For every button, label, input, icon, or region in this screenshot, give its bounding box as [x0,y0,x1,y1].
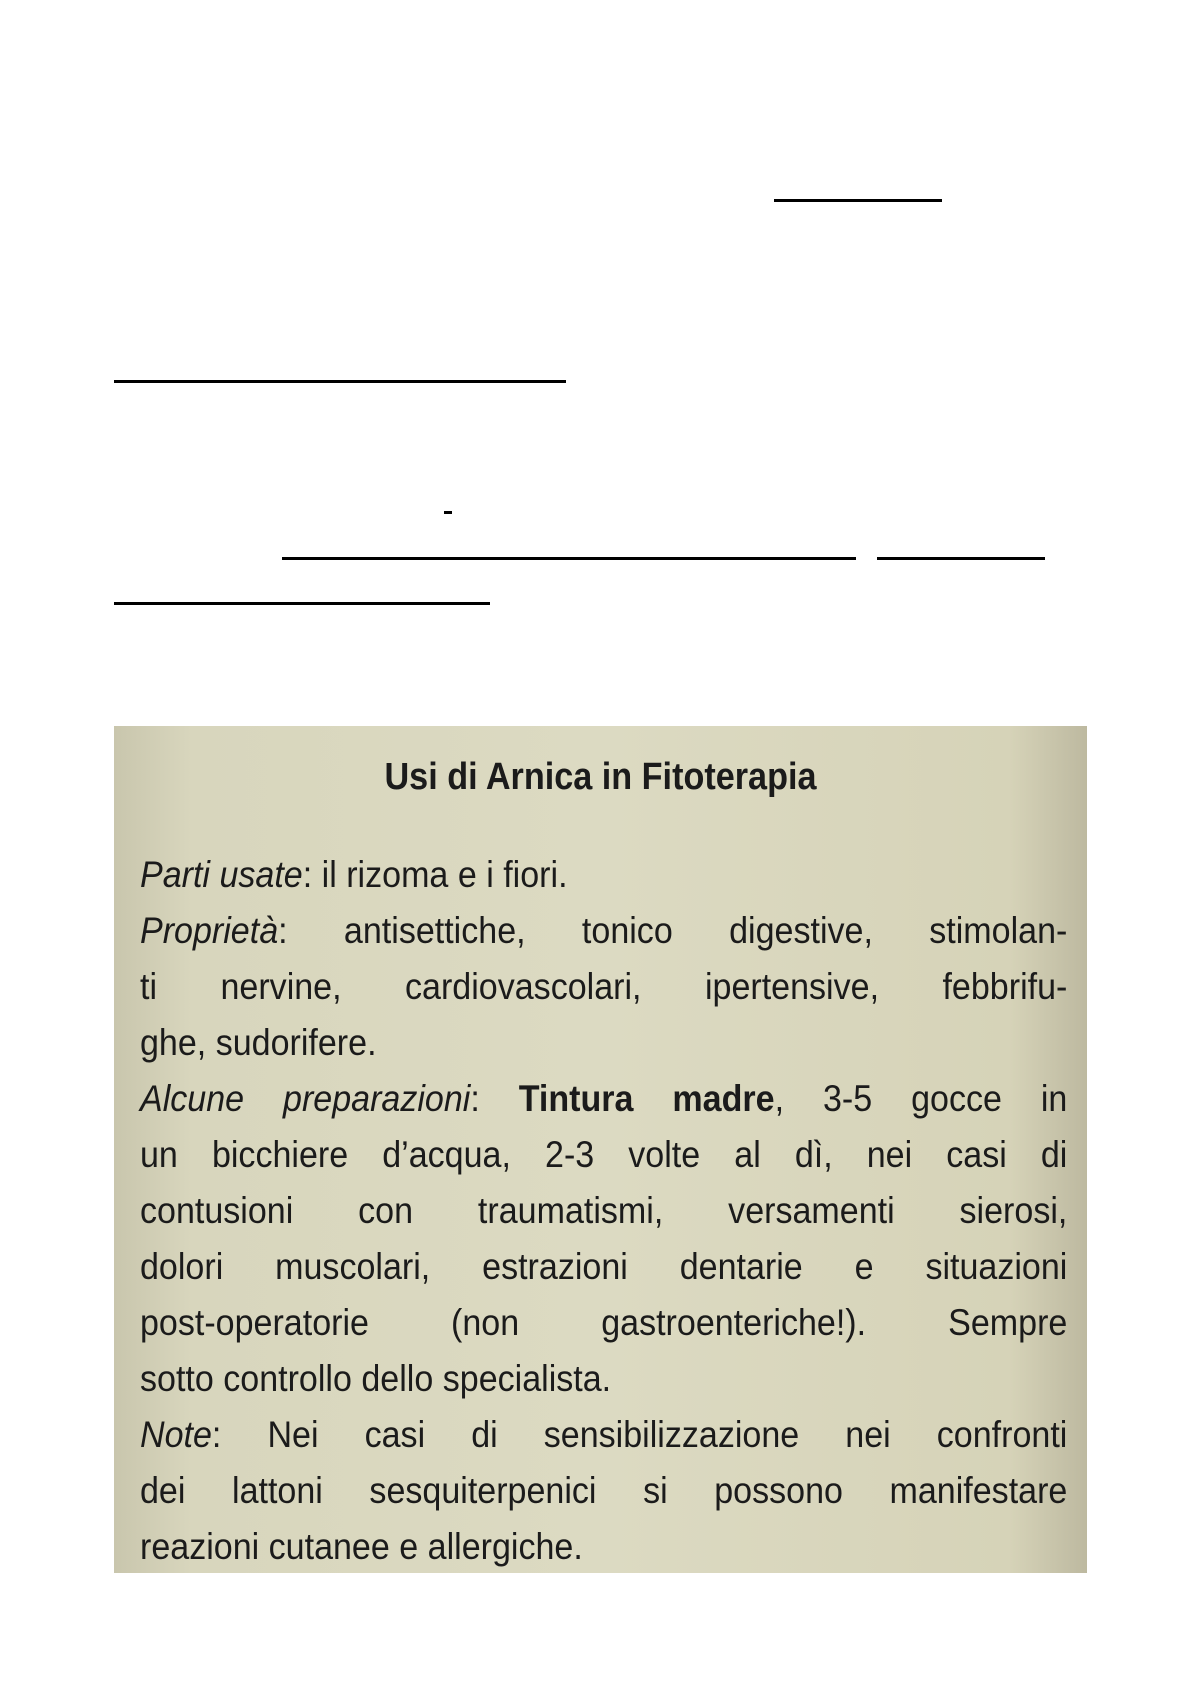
blank-underline-5 [114,602,490,605]
note-line: Note: Nei casi di sensibilizzazione nei confronti [140,1414,1068,1455]
preparazioni-line: un bicchiere d’acqua, 2-3 volte al dì, nei casi di [140,1134,1068,1175]
preparazioni-line: contusioni con traumatismi, versamenti sierosi, [140,1190,1068,1231]
excerpt-title: Usi di Arnica in Fitoterapia [384,756,817,798]
proprieta-line: ghe, sudorifere. [140,1022,377,1063]
note-line: dei lattoni sesquiterpenici si possono manifestare [140,1470,1068,1511]
blank-underline-4 [877,557,1045,560]
parti-usate-line: Parti usate: il rizoma e i fiori. [140,854,568,895]
blank-underline-3 [282,557,856,560]
preparazioni-line: dolori muscolari, estrazioni dentarie e situazioni [140,1246,1068,1287]
proprieta-line: Proprietà: antisettiche, tonico digestive, stimolan- [140,910,1068,951]
preparazioni-line: Alcune preparazioni: Tintura madre, 3-5 gocce in [140,1078,1068,1119]
book-excerpt-photo [114,726,1087,1573]
preparazioni-line: sotto controllo dello specialista. [140,1358,612,1399]
blank-dash [444,511,452,514]
proprieta-line: ti nervine, cardiovascolari, ipertensive, febbrifu- [140,966,1068,1007]
blank-underline-2 [114,380,566,383]
note-line: reazioni cutanee e allergiche. [140,1526,583,1567]
blank-underline-1 [774,199,942,202]
preparazioni-line: post-operatorie (non gastroenteriche!). Sempre [140,1302,1068,1343]
